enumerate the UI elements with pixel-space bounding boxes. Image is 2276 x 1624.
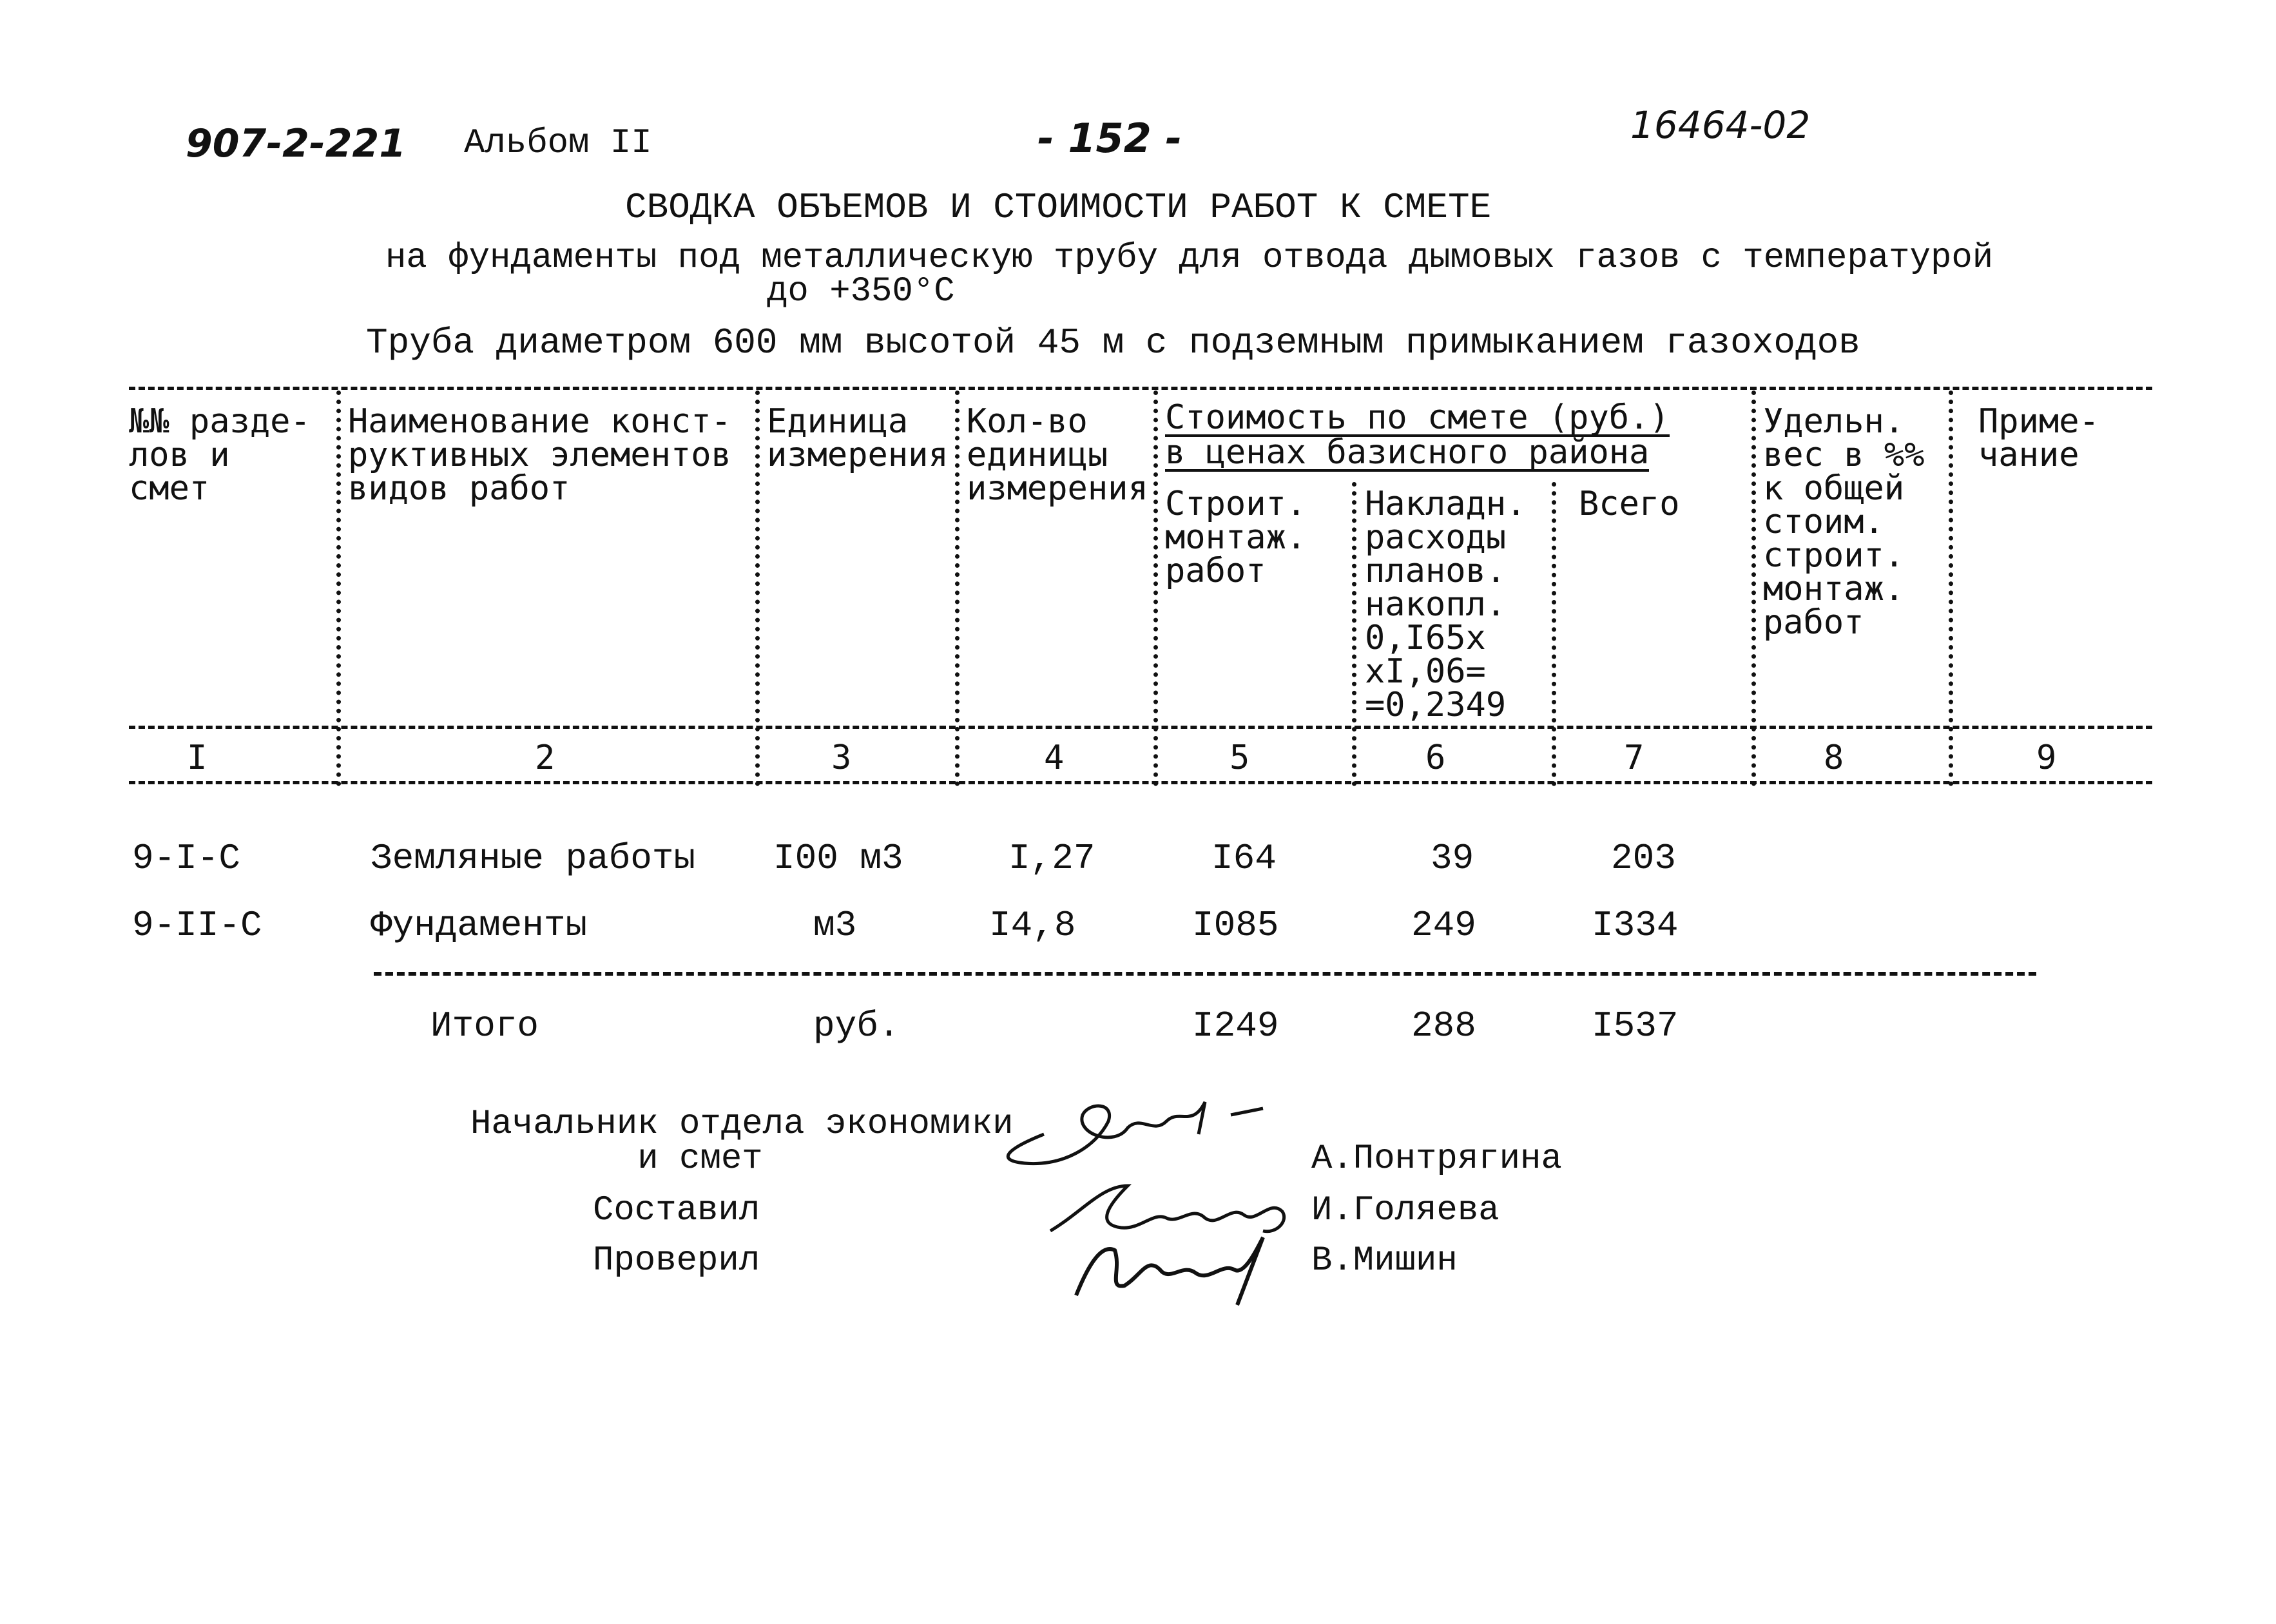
- column-header-total: Всего: [1579, 485, 1680, 523]
- column-separator: [1153, 391, 1158, 786]
- document-code: 907-2-221: [186, 121, 407, 166]
- column-header-name: Наименование конст- руктивных элементов видов работ: [348, 402, 731, 508]
- row-unit: I00 м3: [773, 838, 903, 879]
- column-number: 4: [1044, 739, 1065, 777]
- column-separator: [1552, 482, 1556, 786]
- page-number: - 152 -: [1037, 115, 1182, 162]
- column-header-note: Приме- чание: [1978, 402, 2099, 474]
- table-top-rule: [129, 387, 2152, 390]
- document-title: СВОДКА ОБЪЕМОВ И СТОИМОСТИ РАБОТ К СМЕТЕ: [625, 187, 1492, 228]
- signature-role: Составил: [593, 1191, 760, 1230]
- signature-name: И.Голяева: [1311, 1191, 1500, 1230]
- column-number: 7: [1624, 739, 1644, 777]
- signature-role: Начальник отдела экономики и смет: [470, 1105, 1014, 1179]
- archive-number: 16464-02: [1630, 103, 1811, 147]
- column-header-share: Удельн. вес в %% к общей стоим. строит. монтаж. работ: [1763, 402, 1925, 642]
- column-number: 3: [831, 739, 852, 777]
- temperature-note: до +350°С: [767, 272, 955, 311]
- column-separator: [755, 391, 760, 786]
- row-construction-cost: I64: [1211, 838, 1277, 879]
- column-number: 9: [2036, 739, 2057, 777]
- total-unit: руб.: [813, 1005, 900, 1047]
- total-total-cost: I537: [1592, 1005, 1679, 1047]
- row-overhead-cost: 39: [1431, 838, 1474, 879]
- column-number-bottom-rule: [129, 781, 2152, 784]
- column-header-section: №№ разде- лов и смет: [129, 402, 311, 508]
- cost-group-header-line2: в ценах базисного района: [1165, 433, 1650, 472]
- total-label: Итого: [430, 1005, 539, 1047]
- column-header-construction: Строит. монтаж. работ: [1165, 485, 1307, 590]
- album-label: Альбом II: [464, 124, 652, 163]
- column-separator: [336, 391, 341, 786]
- signature-scribble-3: [1063, 1224, 1276, 1308]
- total-overhead-cost: 288: [1411, 1005, 1476, 1047]
- signature-scribble-1: [986, 1076, 1282, 1173]
- row-overhead-cost: 249: [1411, 905, 1476, 946]
- row-construction-cost: I085: [1192, 905, 1279, 946]
- total-separator: [374, 972, 2036, 976]
- table-header-bottom-rule: [129, 726, 2152, 729]
- row-name: Земляные работы: [371, 838, 696, 879]
- cost-group-header-line1: Стоимость по смете (руб.): [1165, 398, 1670, 437]
- row-unit: м3: [813, 905, 857, 946]
- column-number: I: [187, 739, 207, 777]
- row-quantity: I4,8: [989, 905, 1076, 946]
- column-number: 2: [535, 739, 555, 777]
- row-total-cost: 203: [1611, 838, 1676, 879]
- signature-role: Проверил: [593, 1241, 760, 1281]
- column-separator: [1352, 482, 1356, 786]
- total-construction-cost: I249: [1192, 1005, 1279, 1047]
- column-header-unit: Единица измерения: [767, 402, 949, 474]
- row-section: 9-I-С: [132, 838, 241, 879]
- row-section: 9-II-С: [132, 905, 262, 946]
- column-number: 5: [1230, 739, 1250, 777]
- row-total-cost: I334: [1592, 905, 1679, 946]
- column-header-quantity: Кол-во единицы измерения: [967, 402, 1148, 508]
- column-separator: [955, 391, 960, 786]
- column-number: 6: [1425, 739, 1446, 777]
- row-name: Фундаменты: [371, 905, 588, 946]
- pipe-description: Труба диаметром 600 мм высотой 45 м с подземным примыканием газоходов: [366, 322, 1860, 363]
- column-separator: [1949, 391, 1953, 786]
- row-quantity: I,27: [1008, 838, 1095, 879]
- column-header-overhead: Накладн. расходы планов. накопл. 0,I65x xI,06= =0,2349: [1365, 485, 1527, 724]
- signature-name: А.Понтрягина: [1311, 1139, 1562, 1179]
- signature-name: В.Мишин: [1311, 1241, 1458, 1281]
- column-separator: [1751, 391, 1756, 786]
- document-subtitle: на фундаменты под металлическую трубу для отвода дымовых газов с температурой: [385, 238, 1994, 278]
- column-number: 8: [1824, 739, 1844, 777]
